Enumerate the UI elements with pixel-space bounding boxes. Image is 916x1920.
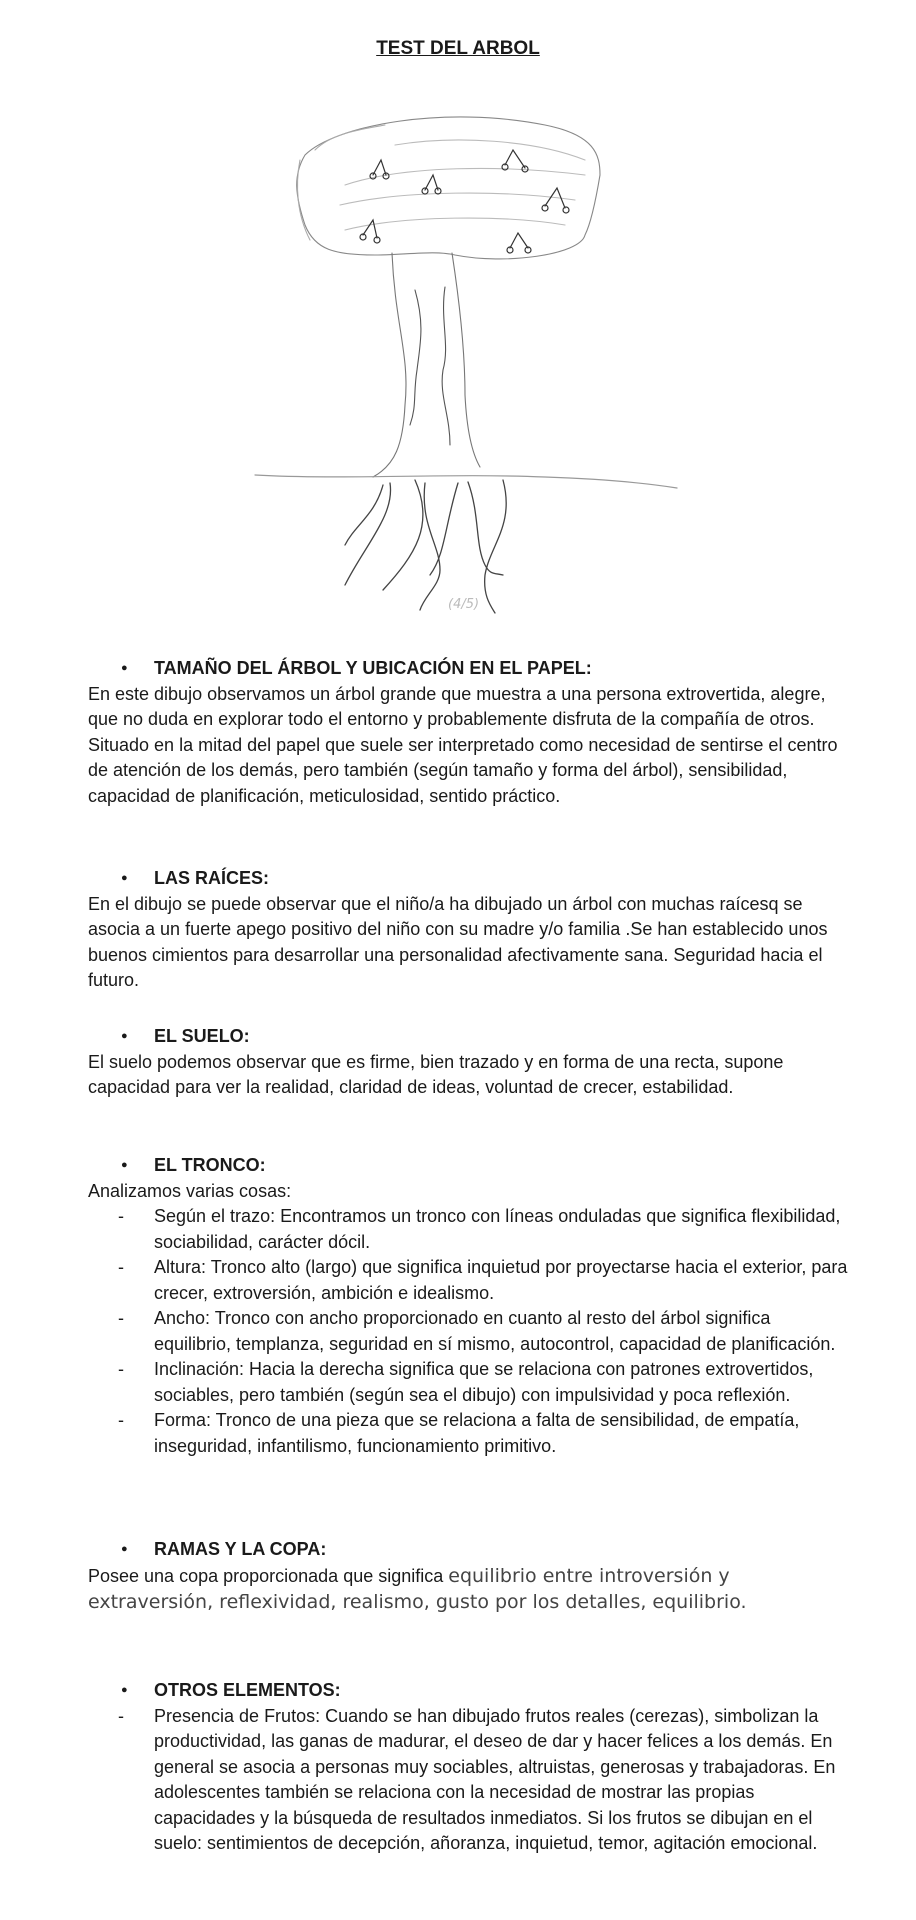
dash-bullet-icon: -	[118, 1206, 124, 1226]
section-heading: ● EL SUELO:	[88, 1024, 848, 1050]
list-item	[88, 1306, 848, 1357]
section-heading: ● TAMAÑO DEL ÁRBOL Y UBICACIÓN EN EL PAPEL:	[88, 656, 848, 682]
dash-bullet-icon: -	[118, 1257, 124, 1277]
list-item-text: Según el trazo: Encontramos un tronco con líneas onduladas que significa flexibilidad, sociabilidad, carácter dócil.	[154, 1206, 841, 1252]
list-item-text: Ancho: Tronco con ancho proporcionado en cuanto al resto del árbol significa equilibrio, templanza, seguridad en sí mismo, autocontrol, capacidad de planificación.	[154, 1308, 836, 1354]
section-heading: ● RAMAS Y LA COPA:	[88, 1537, 848, 1563]
section-heading: ● OTROS ELEMENTOS:	[88, 1678, 848, 1704]
list-item	[88, 1255, 848, 1306]
tree-roots	[345, 480, 506, 613]
list-item	[88, 1357, 848, 1408]
list-item-text: Forma: Tronco de una pieza que se relaciona a falta de sensibilidad, de empatía, inseguridad, infantilismo, funcionamiento primitivo.	[154, 1410, 800, 1456]
list-item	[88, 1704, 848, 1857]
dash-bullet-icon: -	[118, 1308, 124, 1328]
section-text: El suelo podemos observar que es firme, bien trazado y en forma de una recta, supone capacidad para ver la realidad, claridad de ideas, voluntad de crecer, estabilidad.	[88, 1051, 784, 1097]
tree-trunk	[373, 253, 480, 477]
tree-crown	[297, 117, 600, 259]
list-item-text: Altura: Tronco alto (largo) que significa inquietud por proyectarse hacia el exterior, para crecer, extroversión, ambición e idealismo.	[154, 1257, 848, 1303]
dash-bullet-icon: -	[118, 1705, 124, 1726]
section-heading: ● LAS RAÍCES:	[88, 866, 848, 892]
section-text-part: equilibrio entre introversión y extraversión, reflexividad, realismo, gusto por los detalles, equilibrio.	[88, 1564, 747, 1613]
section-trunk	[88, 1153, 848, 1459]
dash-bullet-icon: -	[118, 1410, 124, 1430]
list-item-text: Inclinación: Hacia la derecha significa que se relaciona con patrones extrovertidos, sociables, pero también (según sea el dibujo) con impulsividad y poca reflexión.	[154, 1359, 814, 1405]
section-size-location	[88, 656, 848, 809]
section-roots	[88, 866, 848, 994]
section-text-part: Posee una copa proporcionada que significa	[88, 1565, 449, 1586]
cherries-icon	[360, 150, 569, 253]
ground-line	[255, 475, 677, 488]
section-text: Analizamos varias cosas:	[88, 1180, 292, 1201]
section-branches-crown	[88, 1537, 848, 1616]
document-title: TEST DEL ARBOL	[376, 38, 540, 59]
section-text: En el dibujo se puede observar que el niño/a ha dibujado un árbol con muchas raícesq se asocia a un fuerte apego positivo del niño con su madre y/o familia .Se han establecido unos buenos cimientos para desarrollar una personalidad afectivamente sana. Seguridad hacia el futuro.	[88, 893, 828, 990]
tree-drawing	[245, 105, 685, 625]
section-text	[88, 1563, 848, 1616]
section-text: En este dibujo observamos un árbol grande que muestra a una persona extrovertida, alegre, que no duda en explorar todo el entorno y probablemente disfruta de la compañía de otros. Situado en la mitad del papel que suele ser interpretado como necesidad de sentirse el centro de atención de los demás, pero también (según tamaño y forma del árbol), sensibilidad, capacidad de planificación, meticulosidad, sentido práctico.	[88, 683, 838, 806]
list-item	[88, 1204, 848, 1255]
page-marker: (4/5)	[448, 597, 480, 612]
section-heading: ● EL TRONCO:	[88, 1153, 848, 1179]
section-other-elements	[88, 1678, 848, 1857]
section-ground	[88, 1024, 848, 1101]
list-item	[88, 1408, 848, 1459]
dash-bullet-icon: -	[118, 1359, 124, 1379]
list-item-text: Presencia de Frutos: Cuando se han dibujado frutos reales (cerezas), simbolizan la productividad, las ganas de madurar, el deseo de dar y hacer felices a los demás. En general se asocia a personas muy sociables, altruistas, generosas y trabajadoras. En adolescentes también se relaciona con la necesidad de mostrar las propias capacidades y la búsqueda de resultados inmediatos. Si los frutos se dibujan en el suelo: sentimientos de decepción, añoranza, inquietud, temor, agitación emocional.	[154, 1705, 836, 1853]
